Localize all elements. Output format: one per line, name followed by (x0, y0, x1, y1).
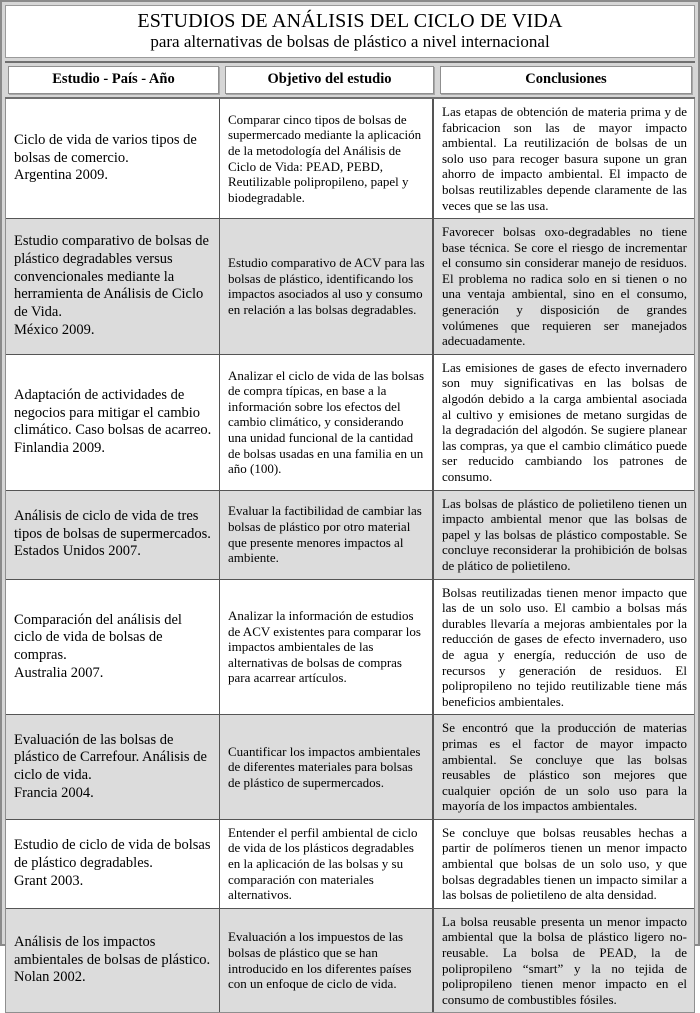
table-body (5, 99, 695, 1013)
table-row (6, 99, 694, 219)
column-header-study: Estudio - País - Año (8, 66, 219, 94)
study-reference: Estados Unidos 2007. (14, 543, 141, 560)
cell-objective (220, 99, 434, 218)
cell-study-country-year (6, 580, 220, 715)
cell-objective (220, 219, 434, 354)
study-title: Evaluación de las bolsas de plástico de Carrefour. Análisis de ciclo de vida. (14, 731, 207, 784)
cell-conclusion (434, 355, 694, 490)
cell-conclusion (434, 491, 694, 579)
table-row (6, 355, 694, 491)
cell-objective (220, 355, 434, 490)
cell-conclusion (434, 820, 694, 908)
column-header-objective: Objetivo del estudio (225, 66, 434, 94)
study-reference: México 2009. (14, 321, 95, 338)
conclusion-text: Favorecer bolsas oxo-degradables no tiene base técnica. Se core el riesgo de incrementar el consumo sin considerar manejo de residuos. El problema no radica solo en si tienen o no una ventaja ambiental, sino en el consumo, generación y disposición de grandes volúmenes que requieren ser manejados adecuadamente. (442, 224, 687, 349)
objective-text: Evaluar la factibilidad de cambiar las bolsas de plástico por otro material que presente menores impactos al ambiente. (228, 503, 422, 566)
study-reference: Australia 2007. (14, 664, 104, 681)
study-title: Adaptación de actividades de negocios para mitigar el cambio climático. Caso bolsas de acarreo. (14, 386, 212, 439)
cell-study-country-year (6, 219, 220, 354)
column-header-conclusions: Conclusiones (440, 66, 692, 94)
table-row (6, 909, 694, 1013)
conclusion-text: Se concluye que bolsas reusables hechas a partir de polímeros tienen un menor impacto ambiental que bolsas de un solo uso, y que bolsas degradables tienen un impacto similar a las bolsas de polietileno de alta densidad. (442, 824, 687, 903)
page-subtitle: para alternativas de bolsas de plástico a nivel internacional (150, 32, 550, 52)
cell-conclusion (434, 99, 694, 218)
study-reference: Grant 2003. (14, 872, 84, 889)
study-title: Ciclo de vida de varios tipos de bolsas de comercio. (14, 131, 197, 166)
document-title-block (5, 5, 695, 58)
objective-text: Comparar cinco tipos de bolsas de supermercado mediante la aplicación de la metodología del Análisis de Ciclo de Vida: PEAD, PEBD, Reutilizable polipropileno, papel y biodegradable. (228, 111, 422, 205)
conclusion-text: La bolsa reusable presenta un menor impacto ambiental que la bolsa de plástico ligero no-reusable. La bolsa de PEAD, la de polipropileno “smart” y la no tejida de polipropileno tienen menor impacto en el consumo de combustibles fósiles. (442, 913, 687, 1007)
objective-text: Analizar la información de estudios de ACV existentes para comparar los impactos ambientales de las alternativas de bolsas de compras para acarrear artículos. (228, 607, 421, 686)
table-row (6, 491, 694, 580)
cell-study-country-year (6, 909, 220, 1013)
study-title: Comparación del análisis del ciclo de vida de bolsas de compras. (14, 611, 182, 663)
conclusion-text: Las etapas de obtención de materia prima y de fabricacion son las de mayor impacto ambiental. La reutilización de bolsas de un solo uso para recoger basura supone un gran ahorro de impacto ambiental. El impacto de bolsas reutilizables depende claramente de las veces que se las usa. (442, 103, 687, 213)
cell-objective (220, 909, 434, 1013)
study-title: Estudio de ciclo de vida de bolsas de plástico degradables. (14, 837, 211, 872)
cell-objective (220, 580, 434, 715)
study-title: Análisis de ciclo de vida de tres tipos de bolsas de supermercados. (14, 508, 211, 542)
study-title: Análisis de los impactos ambientales de bolsas de plástico. (14, 934, 211, 968)
table-row (6, 715, 694, 820)
objective-text: Analizar el ciclo de vida de las bolsas de compra típicas, en base a la información sobre los efectos del cambio climático, y considerando una unidad funcional de la cantidad de bolsas usadas en una familia en un año (100). (228, 367, 425, 477)
cell-objective (220, 820, 434, 908)
objective-text: Entender el perfil ambiental de ciclo de vida de los plásticos degradables en la aplicación de las bolsas y su comparación con materiales alternativos. (228, 824, 418, 903)
study-reference: Francia 2004. (14, 784, 94, 801)
study-reference: Finlandia 2009. (14, 439, 106, 456)
cell-study-country-year (6, 355, 220, 490)
study-reference: Argentina 2009. (14, 167, 108, 184)
conclusion-text: Las bolsas de plástico de polietileno tienen un impacto ambiental menor que las bolsas de papel y las bolsas de plástico compostable. Se concluye reconsiderar la prohibición de bolsas de plático de polietileno. (442, 495, 687, 573)
objective-text: Cuantificar los impactos ambientales de diferentes materiales para bolsas de plástico de supermercados. (228, 743, 421, 790)
cell-objective (220, 715, 434, 819)
cell-study-country-year (6, 491, 220, 579)
cell-study-country-year (6, 715, 220, 819)
conclusion-text: Bolsas reutilizadas tienen menor impacto que las de un solo uso. El cambio a bolsas más durables llevaría a mejoras ambientales por la reducción de gases de efecto invernadero, uso de agua y energía, reducción de uso de recursos y generación de residuos. El polipropileno no tejido reutilizable tiene más beneficios ambientales. (442, 584, 687, 709)
conclusion-text: Se encontró que la producción de materias primas es el factor de mayor impacto ambiental. Se concluye que las bolsas reusables de plástico son mejores que cualquier opción de un solo uso para la mayoría de los impactos ambientales. (442, 720, 687, 814)
study-reference: Nolan 2002. (14, 969, 86, 986)
table-row (6, 580, 694, 716)
page-title: ESTUDIOS DE ANÁLISIS DEL CICLO DE VIDA (137, 10, 563, 32)
cell-study-country-year (6, 820, 220, 908)
table-row (6, 820, 694, 909)
conclusion-text: Las emisiones de gases de efecto invernadero son muy significativas en las bolsas de algodón debido a la carga ambiental asociada al cultivo y emisiones de metano surgidas de la degradación del algodón. Se sugiere planear las compras, ya que el cambio climático puede ser reducido cambiando los patrones de consumo. (442, 359, 687, 484)
study-title: Estudio comparativo de bolsas de plástico degradables versus convencionales mediante la herramienta de Análisis de Ciclo de Vida. (14, 233, 209, 321)
cell-objective (220, 491, 434, 579)
cell-conclusion (434, 909, 694, 1013)
cell-study-country-year (6, 99, 220, 218)
table-row (6, 219, 694, 355)
objective-text: Estudio comparativo de ACV para las bolsas de plástico, identificando los impactos asociados al uso y consumo en relación a las bolsas degradables. (228, 255, 425, 318)
table-header-row (5, 61, 695, 99)
cell-conclusion (434, 219, 694, 354)
cell-conclusion (434, 580, 694, 715)
cell-conclusion (434, 715, 694, 819)
objective-text: Evaluación a los impuestos de las bolsas de plástico que se han introducido en los diferentes países con un enfoque de ciclo de vida. (228, 929, 412, 992)
